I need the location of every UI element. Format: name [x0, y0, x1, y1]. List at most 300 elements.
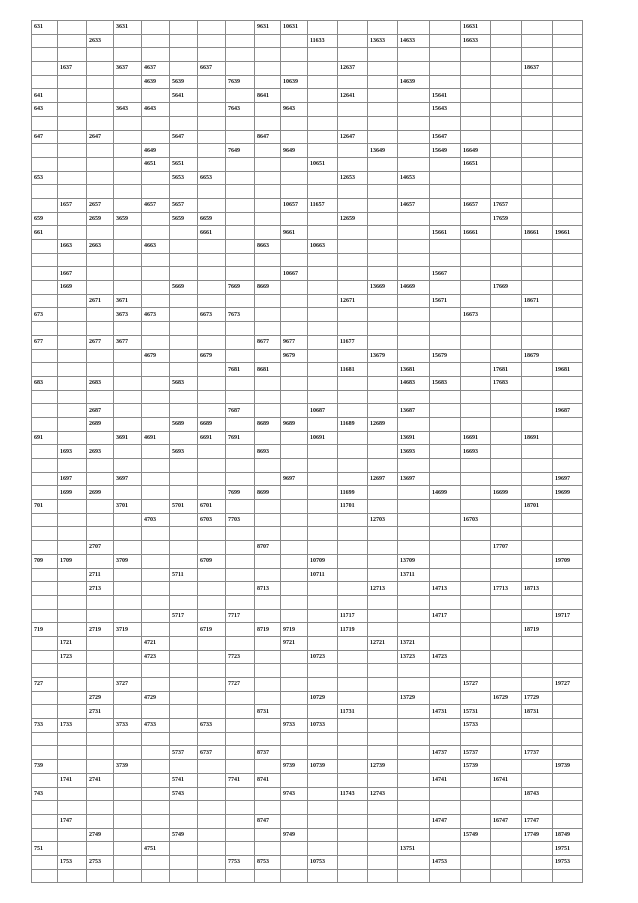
table-cell	[87, 144, 114, 158]
table-cell	[430, 732, 461, 746]
table-cell	[198, 609, 226, 623]
table-cell	[114, 691, 142, 705]
table-cell	[170, 390, 198, 404]
table-cell	[170, 21, 198, 35]
table-cell	[522, 198, 553, 212]
table-cell	[553, 308, 583, 322]
table-cell: 19681	[553, 363, 583, 377]
table-cell	[522, 253, 553, 267]
table-row	[32, 500, 583, 514]
table-cell: 15733	[461, 719, 491, 733]
table-cell	[142, 527, 170, 541]
table-cell	[338, 226, 368, 240]
table-cell: 19661	[553, 226, 583, 240]
table-cell: 14737	[430, 746, 461, 760]
table-cell	[461, 267, 491, 281]
table-cell: 5657	[170, 198, 198, 212]
table-cell	[491, 226, 522, 240]
table-cell	[461, 363, 491, 377]
table-cell	[255, 801, 281, 815]
table-cell	[114, 527, 142, 541]
table-cell: 3727	[114, 678, 142, 692]
table-cell: 9689	[281, 417, 308, 431]
number-grid-table	[31, 20, 583, 883]
table-cell	[198, 390, 226, 404]
table-cell	[32, 294, 58, 308]
table-cell	[198, 814, 226, 828]
table-cell	[114, 568, 142, 582]
table-cell	[114, 486, 142, 500]
table-cell	[308, 869, 338, 883]
table-cell: 15727	[461, 678, 491, 692]
table-cell	[553, 240, 583, 254]
table-cell	[430, 472, 461, 486]
table-cell: 16673	[461, 308, 491, 322]
table-cell	[226, 459, 255, 473]
table-cell	[522, 171, 553, 185]
table-row	[32, 103, 583, 117]
table-cell	[522, 801, 553, 815]
table-cell	[281, 185, 308, 199]
table-cell	[58, 595, 87, 609]
table-cell	[226, 157, 255, 171]
table-cell: 2683	[87, 376, 114, 390]
table-cell: 16693	[461, 445, 491, 459]
table-cell	[553, 445, 583, 459]
table-cell	[281, 869, 308, 883]
table-cell	[142, 582, 170, 596]
table-cell: 1637	[58, 62, 87, 76]
table-cell	[338, 678, 368, 692]
table-cell	[398, 185, 430, 199]
table-cell	[142, 746, 170, 760]
table-cell	[32, 541, 58, 555]
table-cell	[398, 664, 430, 678]
table-cell: 673	[32, 308, 58, 322]
table-cell	[522, 157, 553, 171]
table-cell: 17707	[491, 541, 522, 555]
table-cell	[522, 390, 553, 404]
table-cell	[226, 814, 255, 828]
table-cell	[522, 116, 553, 130]
table-cell	[226, 198, 255, 212]
table-cell	[198, 267, 226, 281]
table-cell	[226, 89, 255, 103]
table-row	[32, 719, 583, 733]
table-cell	[198, 185, 226, 199]
table-cell	[553, 431, 583, 445]
table-cell	[553, 157, 583, 171]
table-cell: 6719	[198, 623, 226, 637]
table-cell: 19727	[553, 678, 583, 692]
table-cell	[58, 103, 87, 117]
table-cell: 17747	[522, 814, 553, 828]
table-cell	[461, 664, 491, 678]
table-row	[32, 335, 583, 349]
table-cell: 5749	[170, 828, 198, 842]
table-cell	[398, 144, 430, 158]
table-cell: 9733	[281, 719, 308, 733]
table-cell	[368, 773, 398, 787]
table-cell	[170, 294, 198, 308]
table-cell	[58, 322, 87, 336]
table-cell	[87, 787, 114, 801]
table-cell	[430, 185, 461, 199]
table-cell: 16691	[461, 431, 491, 445]
table-cell: 7643	[226, 103, 255, 117]
table-cell	[491, 34, 522, 48]
table-cell	[32, 322, 58, 336]
table-cell	[226, 541, 255, 555]
table-row	[32, 773, 583, 787]
table-cell	[114, 513, 142, 527]
table-cell	[114, 664, 142, 678]
table-cell	[430, 869, 461, 883]
table-cell	[430, 513, 461, 527]
table-cell: 13709	[398, 554, 430, 568]
table-row	[32, 363, 583, 377]
table-cell	[114, 390, 142, 404]
table-cell: 13729	[398, 691, 430, 705]
table-cell	[553, 267, 583, 281]
table-cell	[58, 568, 87, 582]
table-cell: 7673	[226, 308, 255, 322]
table-cell	[398, 705, 430, 719]
table-cell	[338, 828, 368, 842]
table-cell	[32, 732, 58, 746]
table-cell	[338, 404, 368, 418]
table-cell: 6637	[198, 62, 226, 76]
table-cell: 18671	[522, 294, 553, 308]
table-cell: 17713	[491, 582, 522, 596]
table-cell: 17729	[522, 691, 553, 705]
table-cell: 4751	[142, 842, 170, 856]
table-cell	[338, 814, 368, 828]
table-cell: 4657	[142, 198, 170, 212]
table-cell: 10753	[308, 855, 338, 869]
table-cell	[491, 746, 522, 760]
table-cell	[491, 513, 522, 527]
table-cell	[170, 253, 198, 267]
table-cell: 2753	[87, 855, 114, 869]
table-cell	[522, 240, 553, 254]
table-cell	[114, 363, 142, 377]
table-cell	[522, 650, 553, 664]
table-cell: 2647	[87, 130, 114, 144]
table-cell	[142, 212, 170, 226]
table-cell	[461, 691, 491, 705]
table-cell: 5683	[170, 376, 198, 390]
table-cell	[198, 869, 226, 883]
table-cell	[368, 500, 398, 514]
table-cell	[308, 349, 338, 363]
table-cell	[398, 746, 430, 760]
table-cell	[226, 226, 255, 240]
table-cell: 2677	[87, 335, 114, 349]
table-cell: 4721	[142, 636, 170, 650]
table-cell	[368, 116, 398, 130]
table-cell	[170, 459, 198, 473]
table-cell	[338, 732, 368, 746]
table-cell	[308, 842, 338, 856]
table-cell	[461, 842, 491, 856]
table-cell: 1699	[58, 486, 87, 500]
table-cell	[226, 623, 255, 637]
table-cell: 5711	[170, 568, 198, 582]
table-cell	[32, 363, 58, 377]
table-cell: 10663	[308, 240, 338, 254]
table-cell	[398, 814, 430, 828]
table-cell: 14717	[430, 609, 461, 623]
table-cell	[170, 527, 198, 541]
table-cell	[142, 814, 170, 828]
table-cell	[87, 89, 114, 103]
table-cell: 2663	[87, 240, 114, 254]
table-cell	[255, 376, 281, 390]
table-cell	[338, 801, 368, 815]
table-cell	[430, 787, 461, 801]
table-cell: 4729	[142, 691, 170, 705]
table-cell	[255, 609, 281, 623]
table-cell	[226, 253, 255, 267]
table-row	[32, 787, 583, 801]
table-row	[32, 527, 583, 541]
table-cell	[142, 732, 170, 746]
table-cell: 13751	[398, 842, 430, 856]
table-cell	[522, 554, 553, 568]
table-cell	[170, 308, 198, 322]
table-cell	[368, 198, 398, 212]
table-cell	[87, 636, 114, 650]
table-cell	[308, 486, 338, 500]
table-cell	[226, 322, 255, 336]
table-cell	[491, 869, 522, 883]
table-cell: 14653	[398, 171, 430, 185]
table-cell	[338, 513, 368, 527]
table-cell	[430, 664, 461, 678]
table-cell	[170, 363, 198, 377]
table-cell: 10723	[308, 650, 338, 664]
table-cell	[338, 21, 368, 35]
table-cell	[114, 595, 142, 609]
table-cell	[255, 691, 281, 705]
table-cell	[58, 390, 87, 404]
table-cell	[170, 335, 198, 349]
table-cell	[461, 376, 491, 390]
table-cell	[398, 500, 430, 514]
table-cell	[368, 376, 398, 390]
table-cell	[522, 130, 553, 144]
table-cell	[114, 116, 142, 130]
table-cell	[170, 595, 198, 609]
table-cell: 3643	[114, 103, 142, 117]
table-cell	[142, 267, 170, 281]
table-cell	[308, 541, 338, 555]
table-cell: 2731	[87, 705, 114, 719]
table-cell	[338, 869, 368, 883]
table-cell	[226, 417, 255, 431]
table-row	[32, 732, 583, 746]
table-cell	[553, 746, 583, 760]
table-cell	[461, 732, 491, 746]
table-cell	[142, 678, 170, 692]
table-cell	[553, 513, 583, 527]
table-cell	[461, 116, 491, 130]
table-cell	[430, 335, 461, 349]
table-cell	[226, 554, 255, 568]
table-cell	[255, 595, 281, 609]
table-cell: 6701	[198, 500, 226, 514]
table-cell: 14741	[430, 773, 461, 787]
table-cell	[87, 116, 114, 130]
table-cell: 14713	[430, 582, 461, 596]
table-cell	[87, 472, 114, 486]
table-cell	[522, 75, 553, 89]
table-cell	[338, 185, 368, 199]
table-cell	[32, 157, 58, 171]
table-cell	[226, 869, 255, 883]
table-cell	[461, 404, 491, 418]
table-cell	[198, 281, 226, 295]
table-cell	[32, 267, 58, 281]
table-cell: 3697	[114, 472, 142, 486]
table-cell	[461, 349, 491, 363]
table-cell	[142, 335, 170, 349]
table-cell	[281, 390, 308, 404]
table-cell	[32, 281, 58, 295]
table-cell	[368, 664, 398, 678]
table-cell	[170, 623, 198, 637]
table-cell	[281, 48, 308, 62]
table-cell	[461, 48, 491, 62]
table-cell: 15731	[461, 705, 491, 719]
table-row	[32, 623, 583, 637]
table-cell	[87, 459, 114, 473]
table-cell	[368, 595, 398, 609]
table-cell	[491, 404, 522, 418]
number-grid-body	[32, 21, 583, 883]
table-cell	[338, 636, 368, 650]
table-cell	[430, 62, 461, 76]
table-cell	[255, 144, 281, 158]
table-cell	[281, 705, 308, 719]
table-cell	[58, 144, 87, 158]
table-cell	[491, 62, 522, 76]
table-cell: 9661	[281, 226, 308, 240]
table-cell	[491, 472, 522, 486]
table-cell	[553, 719, 583, 733]
table-cell	[338, 746, 368, 760]
table-cell	[142, 500, 170, 514]
table-cell: 5741	[170, 773, 198, 787]
table-cell	[430, 760, 461, 774]
table-cell	[368, 431, 398, 445]
table-cell	[32, 390, 58, 404]
table-cell	[491, 678, 522, 692]
table-cell	[368, 678, 398, 692]
table-cell	[87, 554, 114, 568]
table-cell: 2633	[87, 34, 114, 48]
table-cell	[226, 595, 255, 609]
table-cell: 3719	[114, 623, 142, 637]
table-cell	[553, 349, 583, 363]
table-cell	[398, 267, 430, 281]
table-cell	[198, 294, 226, 308]
table-cell	[114, 417, 142, 431]
table-cell: 739	[32, 760, 58, 774]
table-cell: 7723	[226, 650, 255, 664]
table-cell: 5639	[170, 75, 198, 89]
table-cell	[553, 527, 583, 541]
table-cell	[522, 664, 553, 678]
table-cell	[170, 678, 198, 692]
table-cell: 691	[32, 431, 58, 445]
table-cell: 18691	[522, 431, 553, 445]
table-cell	[491, 103, 522, 117]
table-cell: 16651	[461, 157, 491, 171]
table-cell: 19697	[553, 472, 583, 486]
table-cell: 1747	[58, 814, 87, 828]
table-cell: 11699	[338, 486, 368, 500]
table-cell	[32, 34, 58, 48]
table-cell	[553, 75, 583, 89]
table-cell: 19739	[553, 760, 583, 774]
table-cell	[368, 240, 398, 254]
table-cell	[553, 732, 583, 746]
table-cell	[87, 746, 114, 760]
table-cell	[368, 62, 398, 76]
table-cell	[58, 582, 87, 596]
table-cell: 2671	[87, 294, 114, 308]
table-cell: 18743	[522, 787, 553, 801]
table-cell	[308, 705, 338, 719]
table-cell: 9697	[281, 472, 308, 486]
table-cell: 10687	[308, 404, 338, 418]
table-cell	[87, 595, 114, 609]
table-cell	[255, 513, 281, 527]
table-cell	[491, 21, 522, 35]
table-cell	[142, 609, 170, 623]
table-cell	[32, 691, 58, 705]
table-cell	[255, 527, 281, 541]
table-cell	[87, 157, 114, 171]
table-row	[32, 308, 583, 322]
table-cell	[522, 773, 553, 787]
table-cell: 16633	[461, 34, 491, 48]
table-cell	[32, 459, 58, 473]
table-cell: 9677	[281, 335, 308, 349]
table-cell	[522, 103, 553, 117]
table-row	[32, 445, 583, 459]
table-cell: 5651	[170, 157, 198, 171]
table-cell: 14723	[430, 650, 461, 664]
table-cell	[522, 595, 553, 609]
table-cell	[553, 500, 583, 514]
table-cell	[87, 801, 114, 815]
table-cell: 16729	[491, 691, 522, 705]
table-cell: 12703	[368, 513, 398, 527]
table-cell	[491, 75, 522, 89]
table-cell	[114, 322, 142, 336]
table-cell	[281, 62, 308, 76]
table-cell: 12671	[338, 294, 368, 308]
table-cell	[430, 21, 461, 35]
table-cell	[142, 760, 170, 774]
table-cell: 8669	[255, 281, 281, 295]
table-cell	[398, 308, 430, 322]
table-cell	[170, 472, 198, 486]
table-cell	[461, 103, 491, 117]
